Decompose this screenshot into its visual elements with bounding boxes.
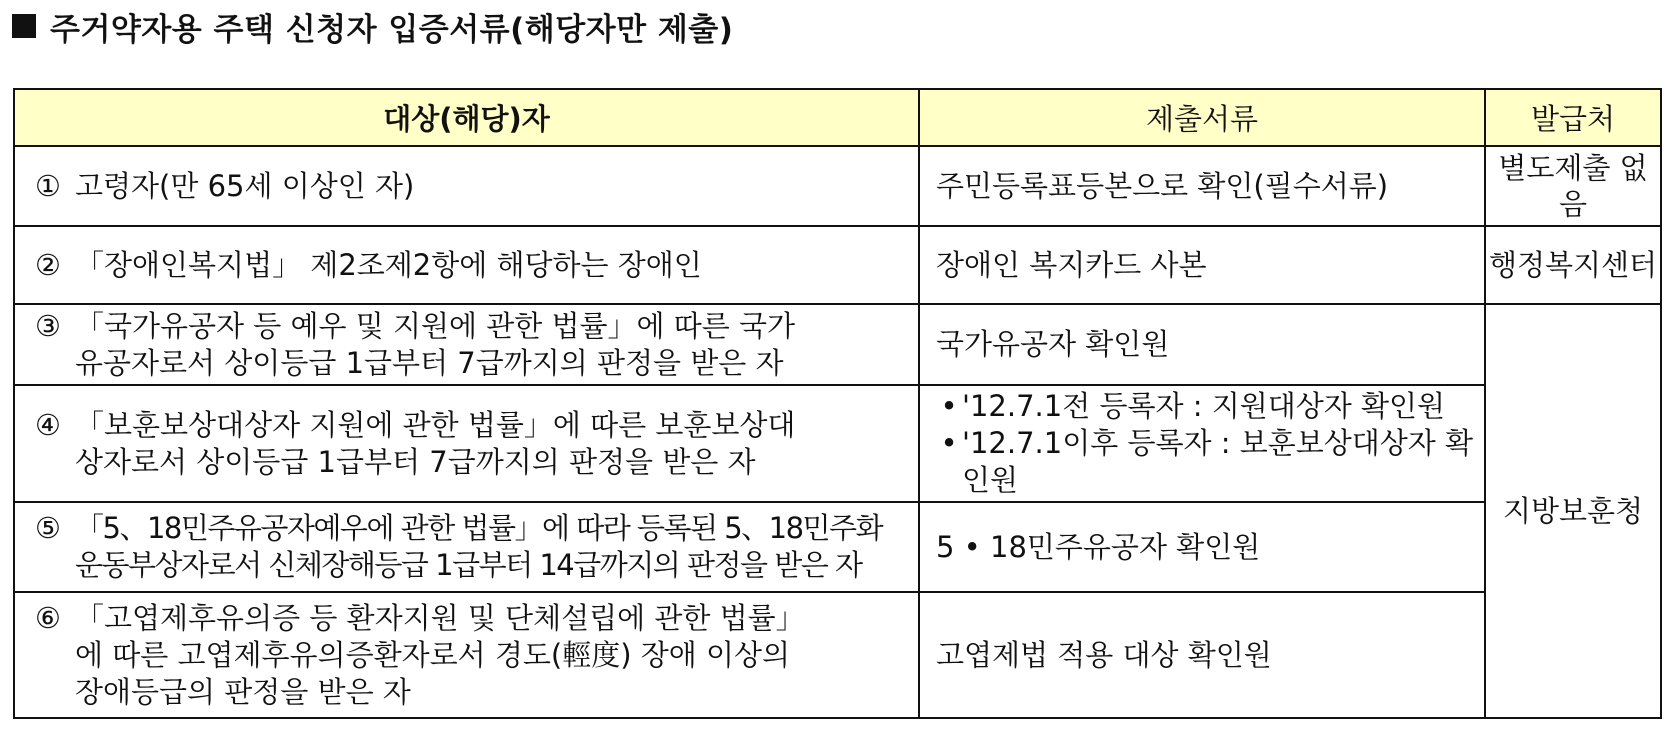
target-text: 「5、18민주유공자예우에 관한 법률」에 따라 등록된 5、18민주화 bbox=[75, 511, 883, 545]
row-number: ④ bbox=[35, 407, 61, 442]
target-text: 상자로서 상이등급 1급부터 7급까지의 판정을 받은 자 bbox=[75, 444, 756, 479]
table-row bbox=[14, 385, 1661, 502]
target-cell bbox=[14, 592, 919, 718]
header-target: 대상(해당)자 bbox=[14, 89, 919, 146]
document-cell: 국가유공자 확인원 bbox=[919, 304, 1485, 385]
issuer-cell: 지방보훈청 bbox=[1485, 304, 1661, 718]
target-text: 고령자(만 65세 이상인 자) bbox=[75, 168, 415, 203]
document-cell: 고엽제법 적용 대상 확인원 bbox=[919, 592, 1485, 718]
target-text: 유공자로서 상이등급 1급부터 7급까지의 판정을 받은 자 bbox=[75, 345, 784, 380]
target-cell bbox=[14, 146, 919, 226]
bullet-icon: • bbox=[940, 426, 958, 460]
table-row bbox=[14, 146, 1661, 226]
row-number: ① bbox=[35, 168, 61, 203]
header-documents: 제출서류 bbox=[919, 89, 1485, 146]
target-text: 운동부상자로서 신체장해등급 1급부터 14급까지의 판정을 받은 자 bbox=[75, 548, 862, 582]
table-row bbox=[14, 226, 1661, 304]
page-title-text: 주거약자용 주택 신청자 입증서류(해당자만 제출) bbox=[50, 11, 734, 48]
target-cell bbox=[14, 385, 919, 502]
document-cell: 장애인 복지카드 사본 bbox=[919, 226, 1485, 304]
target-text: 「고엽제후유의증 등 환자지원 및 단체설립에 관한 법률」 bbox=[75, 600, 805, 635]
list-item: • '12.7.1이후 등록자 : 보훈보상대상자 확인원 bbox=[936, 425, 1484, 499]
target-text: 에 따른 고엽제후유의증환자로서 경도(輕度) 장애 이상의 bbox=[75, 637, 791, 672]
table-row bbox=[14, 502, 1661, 592]
table-row bbox=[14, 592, 1661, 718]
bullet-icon: • bbox=[940, 389, 958, 423]
row-number: ⑤ bbox=[35, 511, 61, 545]
document-cell: 주민등록표등본으로 확인(필수서류) bbox=[919, 146, 1485, 226]
table-row bbox=[14, 304, 1661, 385]
target-text: 「장애인복지법」 제2조제2항에 해당하는 장애인 bbox=[75, 247, 702, 282]
header-issuer: 발급처 bbox=[1485, 89, 1661, 146]
documents-table bbox=[13, 88, 1662, 719]
list-item: • '12.7.1전 등록자 : 지원대상자 확인원 bbox=[936, 388, 1484, 425]
target-text: 「보훈보상대상자 지원에 관한 법률」에 따른 보훈보상대 bbox=[75, 407, 796, 442]
row-number: ② bbox=[35, 247, 61, 282]
row-number: ③ bbox=[35, 308, 61, 343]
target-cell bbox=[14, 226, 919, 304]
target-text: 장애등급의 판정을 받은 자 bbox=[75, 674, 411, 709]
issuer-cell: 행정복지센터 bbox=[1485, 226, 1661, 304]
page-title bbox=[12, 4, 733, 48]
target-text: 「국가유공자 등 예우 및 지원에 관한 법률」에 따른 국가 bbox=[75, 308, 796, 343]
square-bullet-icon bbox=[12, 14, 36, 38]
target-cell bbox=[14, 304, 919, 385]
document-cell bbox=[919, 385, 1485, 502]
table-header-row bbox=[14, 89, 1661, 146]
document-cell: 5 • 18민주유공자 확인원 bbox=[919, 502, 1485, 592]
target-cell bbox=[14, 502, 919, 592]
row-number: ⑥ bbox=[35, 600, 61, 635]
issuer-cell: 별도제출 없음 bbox=[1485, 146, 1661, 226]
